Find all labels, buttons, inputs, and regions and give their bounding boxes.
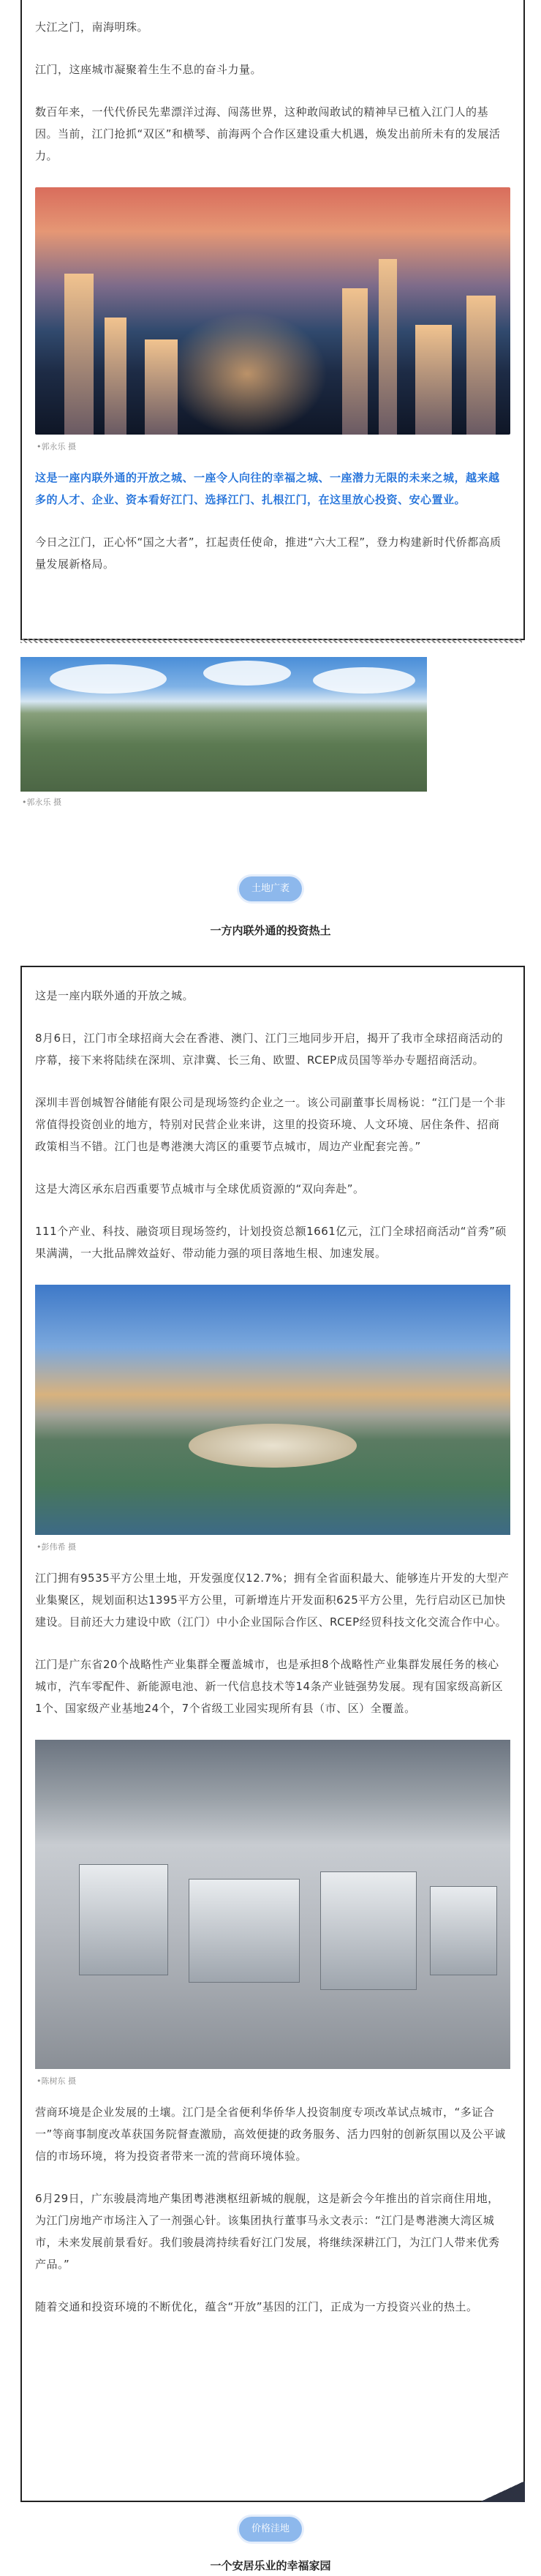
paragraph: 数百年来，一代代侨民先辈漂洋过海、闯荡世界，这种敢闯敢试的精神早已植入江门人的基因。当前，江门抢抓“双区”和横琴、前海两个合作区建设重大机遇，焕发出前所未有的发展活力。: [35, 105, 501, 162]
factory-interior-photo: [35, 1740, 510, 2069]
machine: [430, 1886, 497, 1975]
city-night-photo: [35, 187, 510, 435]
section-tag: 土地广袤: [239, 876, 302, 901]
corner-decoration: [481, 2480, 525, 2502]
paragraph: 8月6日，江门市全球招商大会在香港、澳门、江门三地同步开启，揭开了我市全球招商活动的序幕，接下来将陆续在深圳、京津冀、长三角、欧盟、RCEP成员国等举办专题招商活动。: [35, 1032, 504, 1067]
paragraph: 江门是广东省20个战略性产业集群全覆盖城市，也是承担8个战略性产业集群发展任务的核心城市，汽车零配件、新能源电池、新一代信息技术等14条产业链强势发展。现有国家级高新区1个、国家级产业基地24个，7个省级工业园实现所有县（市、区）全覆盖。: [35, 1658, 504, 1715]
aerial-landscape-photo: [20, 657, 427, 792]
paragraph: 111个产业、科技、融资项目现场签约，计划投资总额1661亿元，江门全球招商活动“首秀”硕果满满，一大批品牌效益好、带动能力强的项目落地生根、加速发展。: [35, 1225, 507, 1260]
paragraph: 随着交通和投资环境的不断优化，蕴含“开放”基因的江门，正成为一方投资兴业的热土。: [35, 2300, 478, 2313]
cloud: [50, 664, 167, 694]
stadium: [189, 1424, 357, 1468]
photo-caption: •彭伟希 摄: [37, 1542, 76, 1552]
paragraph: 这是大湾区承东启西重要节点城市与全球优质资源的“双向奔赴”。: [35, 1182, 365, 1195]
photo-caption: •郭永乐 摄: [37, 442, 76, 451]
section-subtitle: 一方内联外通的投资热土: [210, 924, 331, 937]
divider: [20, 639, 522, 643]
machine: [189, 1879, 300, 1983]
highlight-paragraph: 这是一座内联外通的开放之城、一座令人向往的幸福之城、一座潜力无限的未来之城，越来越多的人才、企业、资本看好江门、选择江门、扎根江门，在这里放心投资、安心置业。: [35, 471, 500, 506]
tower: [379, 259, 397, 435]
photo-caption: •郭永乐 摄: [22, 797, 61, 807]
cloud: [203, 661, 291, 686]
section-box-investment: [20, 966, 525, 2502]
cloud: [313, 667, 415, 694]
tower: [105, 318, 126, 435]
section-box-intro: [20, 0, 525, 640]
stadium-aerial-photo: [35, 1285, 510, 1535]
paragraph: 这是一座内联外通的开放之城。: [35, 989, 194, 1002]
tower: [466, 296, 496, 435]
paragraph: 江门，这座城市凝聚着生生不息的奋斗力量。: [35, 63, 262, 76]
paragraph: 6月29日，广东骏晨湾地产集团粤港澳枢纽新城的舰舰，这是新会今年推出的首宗商住用地，为江门房地产市场注入了一剂强心针。该集团执行董事马永文表示：“江门是粤港澳大湾区城市，未来发展前景看好。我们骏晨湾持续看好江门发展，将继续深耕江门，为江门人带来优秀产品。”: [35, 2192, 500, 2271]
tower: [342, 288, 368, 435]
section-subtitle: 一个安居乐业的幸福家园: [210, 2559, 331, 2572]
machine: [320, 1871, 417, 1990]
tower: [145, 339, 178, 435]
section-tag: 价格洼地: [239, 2517, 302, 2542]
paragraph: 今日之江门，正心怀“国之大者”，扛起责任使命，推进“六大工程”，登力构建新时代侨都高质量发展新格局。: [35, 536, 502, 571]
light-glow: [167, 312, 328, 435]
machine: [79, 1864, 168, 1975]
paragraph: 江门拥有9535平方公里土地，开发强度仅12.7%；拥有全省面积最大、能够连片开发的大型产业集聚区，规划面积达1395平方公里，可新增连片开发面积625平方公里，先行启动区已加快建设。目前还大力建设中欧（江门）中小企业国际合作区、RCEP经贸科技文化交流合作中心。: [35, 1571, 510, 1629]
tower: [64, 274, 94, 435]
paragraph: 营商环境是企业发展的土壤。江门是全省便利华侨华人投资制度专项改革试点城市，“多证合一”等商事制度改革获国务院督查激励，高效便捷的政务服务、活力四射的创新氛围以及公平诚信的市场环境，将为投资者带来一流的营商环境体验。: [35, 2106, 506, 2163]
paragraph: 大江之门，南海明珠。: [35, 20, 149, 34]
photo-caption: •陈树东 摄: [37, 2076, 76, 2086]
paragraph: 深圳丰晋创城智谷储能有限公司是现场签约企业之一。该公司副董事长周杨说：“江门是一个非常值得投资创业的地方，特别对民营企业来讲，这里的投资环境、人文环境、居住条件、招商政策相当不错。江门也是粤港澳大湾区的重要节点城市，周边产业配套完善。”: [35, 1096, 506, 1153]
tower: [415, 325, 452, 435]
